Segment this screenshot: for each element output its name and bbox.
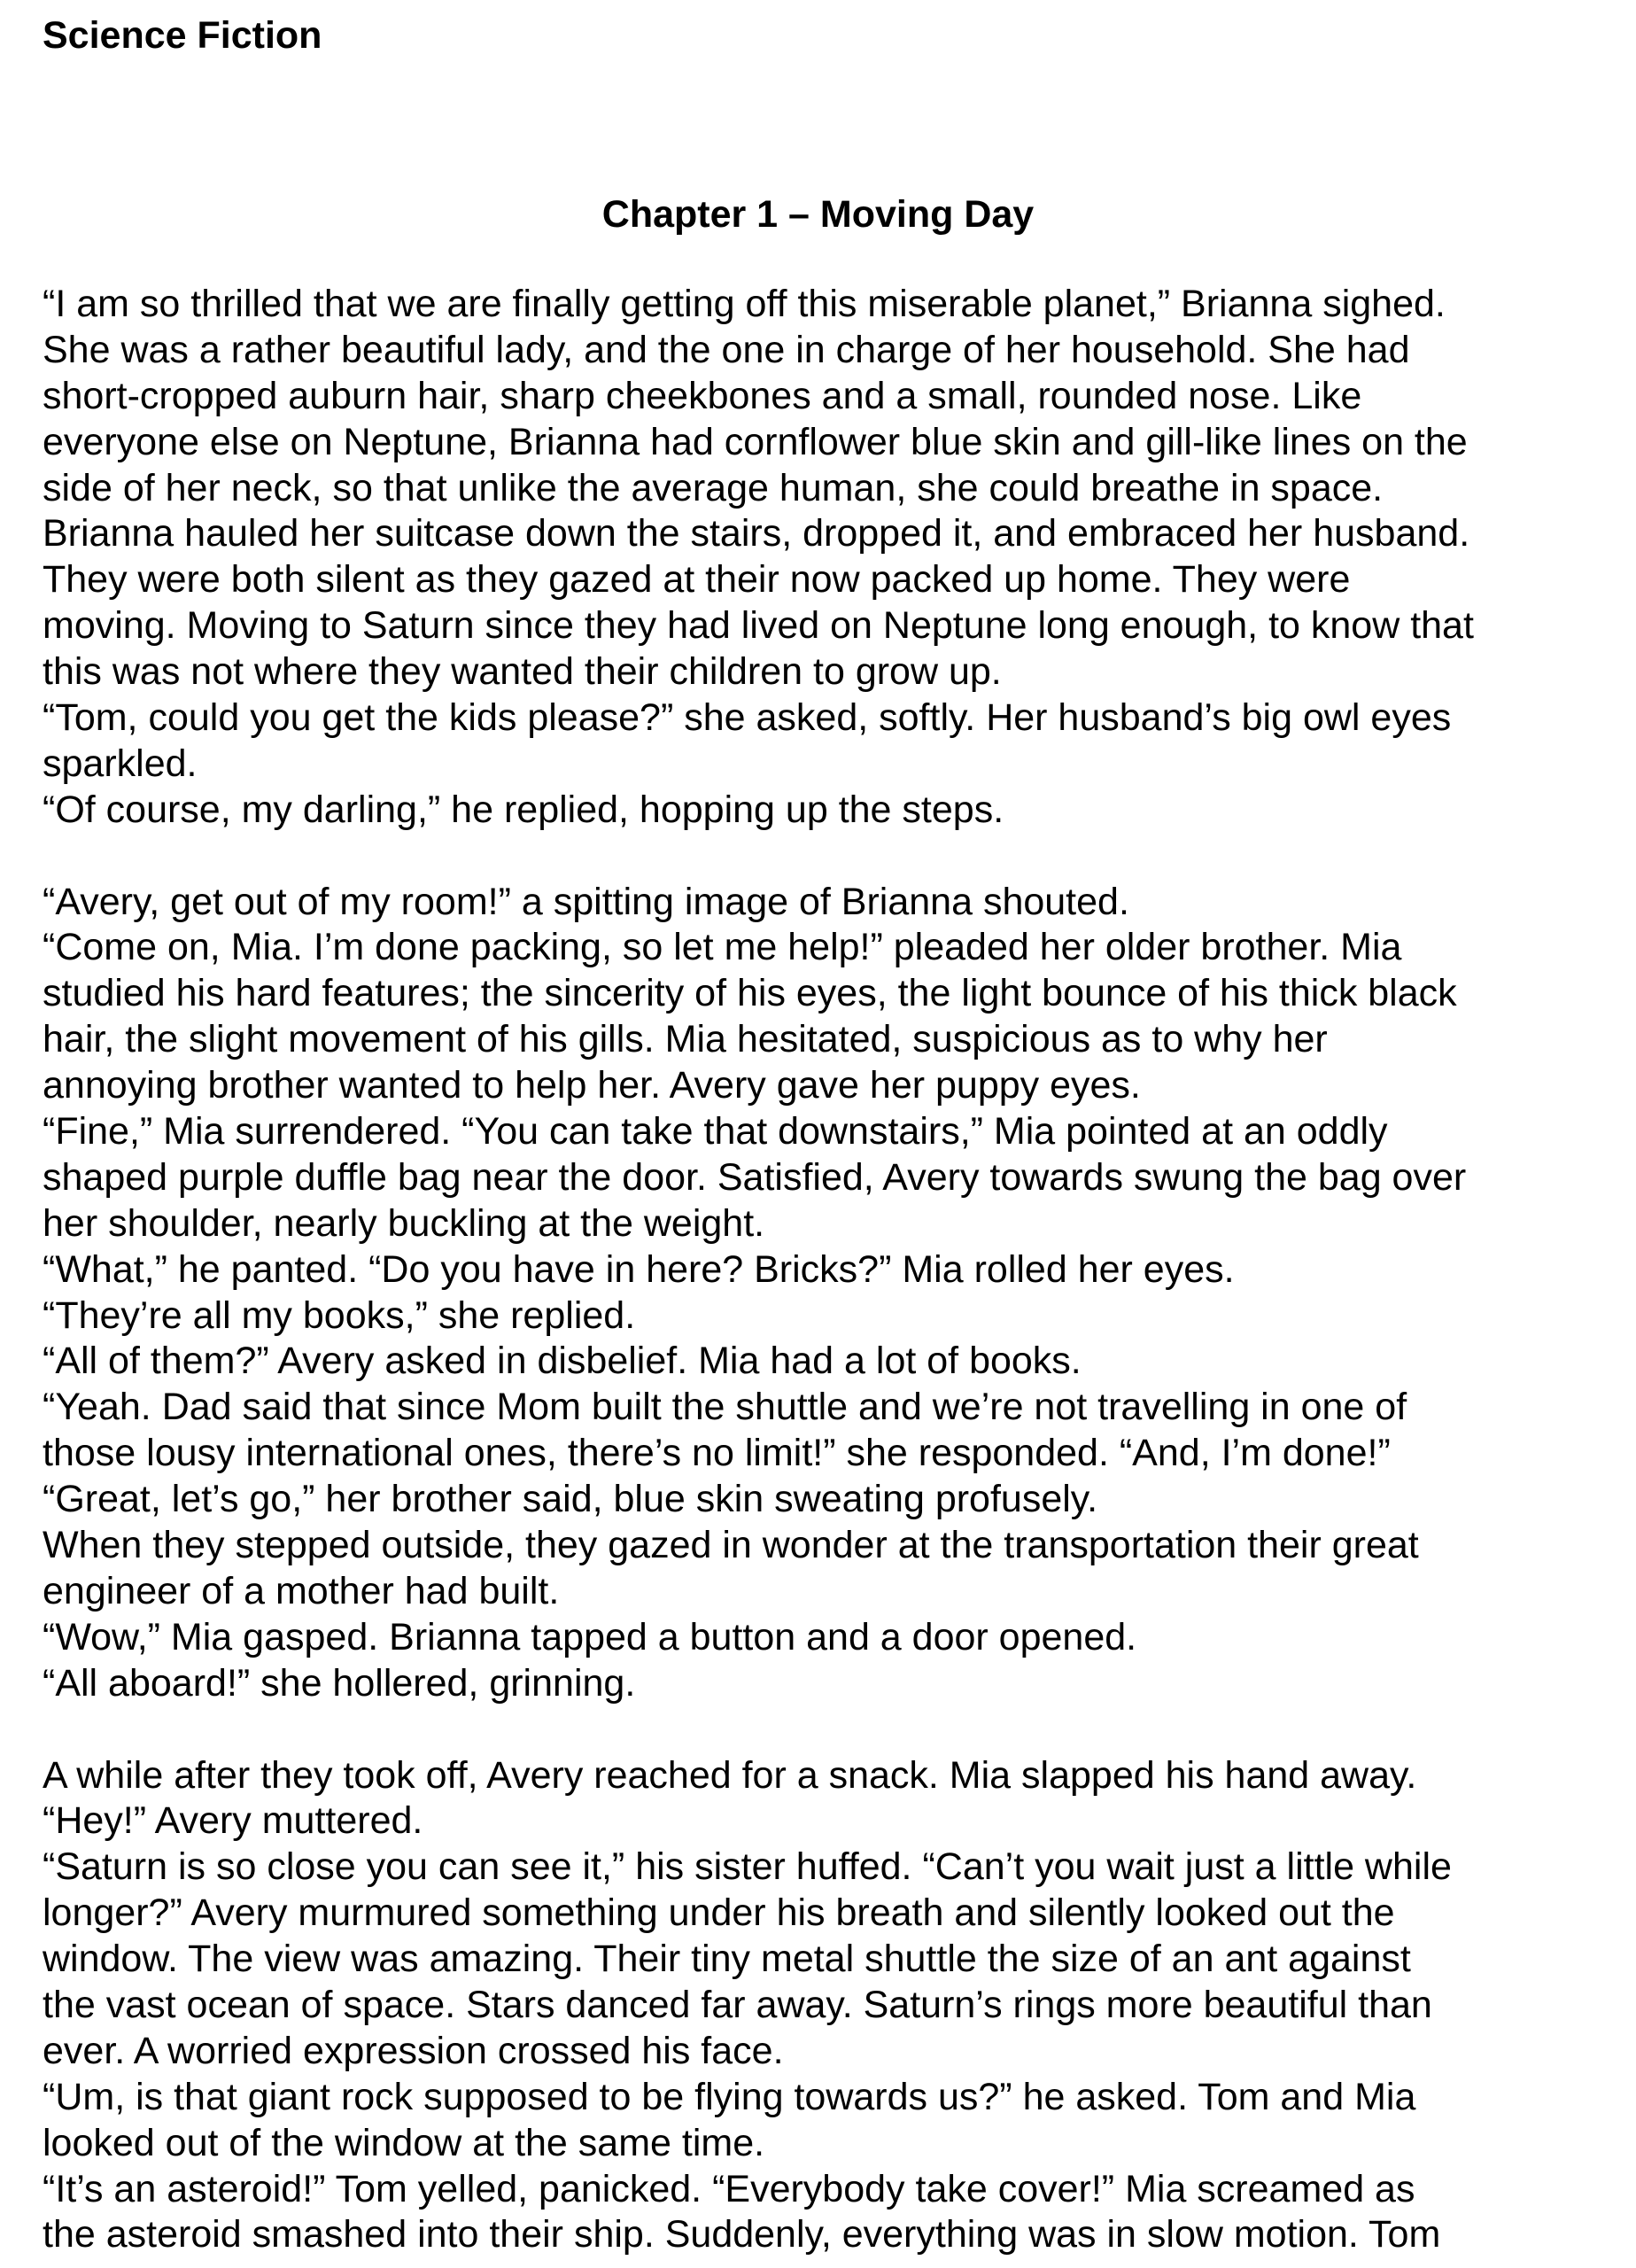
text-line: “Tom, could you get the kids please?” she asked, softly. Her husband’s big owl eyes <box>43 696 1452 740</box>
text-line: “I am so thrilled that we are finally getting off this miserable planet,” Brianna sighed. <box>43 283 1446 325</box>
text-line: “All of them?” Avery asked in disbelief. Mia had a lot of books. <box>43 1340 1082 1383</box>
text-line: “Saturn is so close you can see it,” his sister huffed. “Can’t you wait just a little while <box>43 1845 1452 1889</box>
text-line: this was not where they wanted their children to grow up. <box>43 650 1002 694</box>
text-line: “They’re all my books,” she replied. <box>43 1293 636 1337</box>
text-line: those lousy international ones, there’s no limit!” she responded. “And, I’m done!” <box>43 1432 1391 1475</box>
text-line: shaped purple duffle bag near the door. Satisfied, Avery towards swung the bag over <box>43 1155 1467 1199</box>
text-line: sparkled. <box>43 742 198 785</box>
text-line: They were both silent as they gazed at their now packed up home. They were <box>43 558 1351 602</box>
text-line: short-cropped auburn hair, sharp cheekbones and a small, rounded nose. Like <box>43 374 1362 417</box>
text-line: “Come on, Mia. I’m done packing, so let me help!” pleaded her older brother. Mia <box>43 926 1402 969</box>
text-line: A while after they took off, Avery reached for a snack. Mia slapped his hand away. <box>43 1753 1417 1797</box>
text-line: “All aboard!” she hollered, grinning. <box>43 1661 636 1705</box>
text-line: moving. Moving to Saturn since they had lived on Neptune long enough, to know that <box>43 604 1474 648</box>
text-line: looked out of the window at the same time. <box>43 2121 765 2164</box>
text-line: “Avery, get out of my room!” a spitting image of Brianna shouted. <box>43 880 1129 923</box>
text-line: “Of course, my darling,” he replied, hopping up the steps. <box>43 788 1004 831</box>
chapter-title: Chapter 1 – Moving Day <box>601 193 1035 236</box>
text-line: hair, the slight movement of his gills. Mia hesitated, suspicious as to why her <box>43 1018 1328 1061</box>
text-line: “What,” he panted. “Do you have in here? Bricks?” Mia rolled her eyes. <box>43 1247 1235 1291</box>
text-line: side of her neck, so that unlike the average human, she could breathe in space. <box>43 466 1384 509</box>
text-line: “Hey!” Avery muttered. <box>43 1799 423 1843</box>
text-line: engineer of a mother had built. <box>43 1569 560 1612</box>
text-line: “Yeah. Dad said that since Mom built the shuttle and we’re not travelling in one of <box>43 1386 1407 1429</box>
text-line: “Wow,” Mia gasped. Brianna tapped a button and a door opened. <box>43 1615 1137 1658</box>
text-line: window. The view was amazing. Their tiny metal shuttle the size of an ant against <box>43 1938 1411 1981</box>
text-line: ever. A worried expression crossed his face. <box>43 2029 784 2072</box>
text-line: She was a rather beautiful lady, and the one in charge of her household. She had <box>43 328 1410 371</box>
text-line: her shoulder, nearly buckling at the weight. <box>43 1201 765 1245</box>
text-line: When they stepped outside, they gazed in wonder at the transportation their great <box>43 1524 1419 1567</box>
text-line: Brianna hauled her suitcase down the stairs, dropped it, and embraced her husband. <box>43 512 1470 555</box>
story-body <box>43 282 1619 2258</box>
paragraph-break <box>43 1707 1619 1753</box>
text-line: “It’s an asteroid!” Tom yelled, panicked. “Everybody take cover!” Mia screamed as <box>43 2167 1415 2210</box>
text-line: annoying brother wanted to help her. Avery gave her puppy eyes. <box>43 1064 1141 1107</box>
genre-header: Science Fiction <box>43 14 322 57</box>
text-line: “Um, is that giant rock supposed to be flying towards us?” he asked. Tom and Mia <box>43 2075 1416 2118</box>
text-line: “Great, let’s go,” her brother said, blue skin sweating profusely. <box>43 1478 1098 1521</box>
text-line: the vast ocean of space. Stars danced far away. Saturn’s rings more beautiful than <box>43 1983 1432 2026</box>
text-line: “Fine,” Mia surrendered. “You can take that downstairs,” Mia pointed at an oddly <box>43 1110 1388 1153</box>
text-line: everyone else on Neptune, Brianna had cornflower blue skin and gill-like lines on the <box>43 420 1468 463</box>
text-line: studied his hard features; the sincerity of his eyes, the light bounce of his thick black <box>43 972 1457 1015</box>
text-line: longer?” Avery murmured something under his breath and silently looked out the <box>43 1891 1395 1935</box>
text-line: the asteroid smashed into their ship. Suddenly, everything was in slow motion. Tom <box>43 2213 1441 2256</box>
paragraph-break <box>43 834 1619 880</box>
